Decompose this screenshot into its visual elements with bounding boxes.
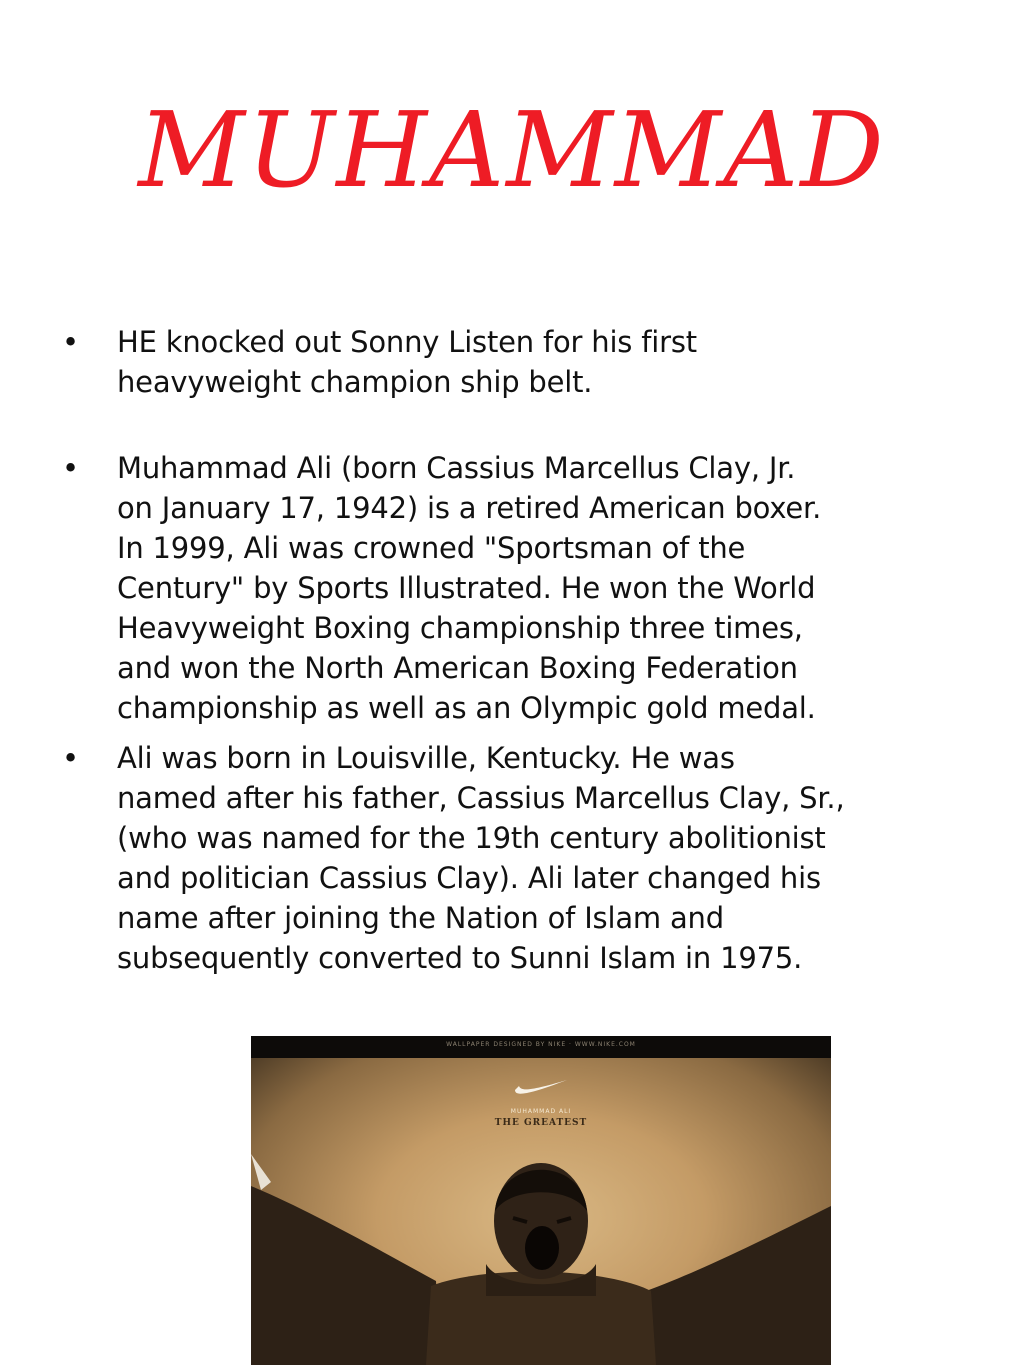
- bullet-line: (who was named for the 19th century abolitionist: [117, 821, 826, 855]
- bullet-line: Century" by Sports Illustrated. He won the World: [117, 571, 816, 605]
- bullet-line: subsequently converted to Sunni Islam in 1975.: [117, 941, 803, 975]
- bullet-line: Heavyweight Boxing championship three times,: [117, 611, 803, 645]
- bullet-line: championship as well as an Olympic gold medal.: [117, 691, 816, 725]
- bullet-line: In 1999, Ali was crowned "Sportsman of the: [117, 531, 746, 565]
- bullet-item: [60, 738, 960, 978]
- boxer-photo: [251, 1036, 831, 1365]
- bullet-line: name after joining the Nation of Islam and: [117, 901, 724, 935]
- bullet-line: on January 17, 1942) is a retired American boxer.: [117, 491, 822, 525]
- bullet-dot-icon: •: [62, 325, 79, 359]
- bullet-item: [60, 448, 960, 728]
- photo-name-line: MUHAMMAD ALI: [510, 1108, 572, 1115]
- bullet-line: heavyweight champion ship belt.: [117, 365, 593, 399]
- bullet-line: Ali was born in Louisville, Kentucky. He was: [117, 741, 735, 775]
- bullet-dot-icon: •: [62, 741, 79, 775]
- slide-title: MUHAMMAD: [138, 89, 886, 211]
- bullet-list: [60, 322, 960, 978]
- bullet-line: and won the North American Boxing Federation: [117, 651, 798, 685]
- bullet-line: named after his father, Cassius Marcellus Clay, Sr.,: [117, 781, 845, 815]
- bullet-dot-icon: •: [62, 451, 79, 485]
- bullet-line: Muhammad Ali (born Cassius Marcellus Clay, Jr.: [117, 451, 796, 485]
- photo-band-text: WALLPAPER DESIGNED BY NIKE · WWW.NIKE.COM: [446, 1041, 636, 1048]
- bullet-line: and politician Cassius Clay). Ali later changed his: [117, 861, 821, 895]
- bullet-item: [60, 322, 960, 402]
- bullet-line: HE knocked out Sonny Listen for his first: [117, 325, 697, 359]
- boxer-figure: [251, 1036, 831, 1365]
- photo-tagline: THE GREATEST: [494, 1118, 588, 1128]
